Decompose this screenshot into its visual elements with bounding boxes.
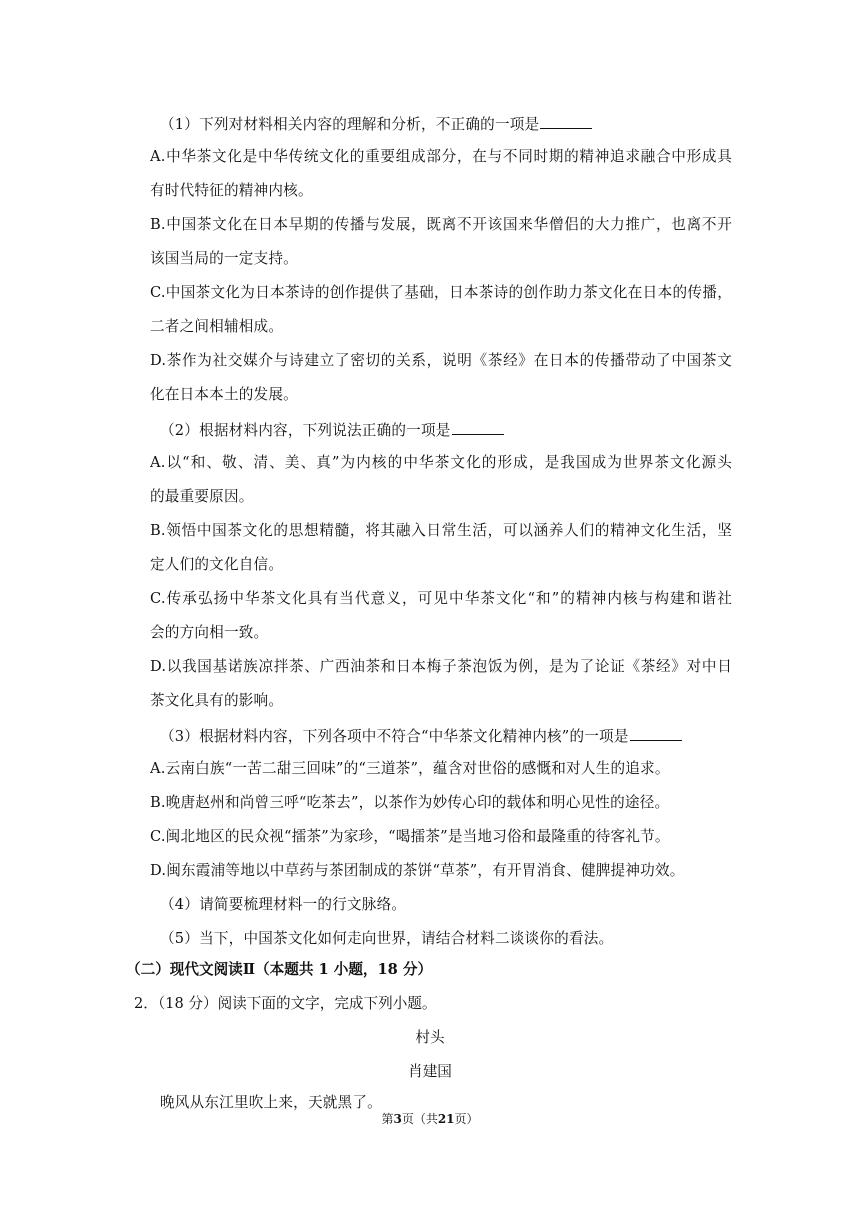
option-b: B.晚唐赵州和尚曾三呼“吃茶去”，以茶作为妙传心印的载体和明心见性的途径。 <box>150 794 670 811</box>
option-d: D.闽东霞浦等地以中草药与茶团制成的茶饼“草茶”，有开胃消食、健脾提神功效。 <box>150 862 685 879</box>
page-total: 21 <box>437 1112 455 1126</box>
option-a-line-2: 的最重要原因。 <box>150 488 254 505</box>
option-d-line-2: 茶文化具有的影响。 <box>150 692 284 709</box>
option-d-line-1: D.以我国基诺族凉拌茶、广西油茶和日本梅子茶泡饭为例，是为了论证《茶经》对中日 <box>150 658 732 675</box>
option-c: C.闽北地区的民众视“擂茶”为家珍，“喝擂茶”是当地习俗和最隆重的待客礼节。 <box>150 828 670 845</box>
option-c-line-1: C.传承弘扬中华茶文化具有当代意义，可见中华茶文化“和”的精神内核与构建和谐社 <box>150 590 732 607</box>
option-a-line-1: A.中华茶文化是中华传统文化的重要组成部分，在与不同时期的精神追求融合中形成具 <box>150 148 732 165</box>
option-a-line-1: A.以“和、敬、清、美、真”为内核的中华茶文化的形成，是我国成为世界茶文化源头 <box>150 454 732 471</box>
question-5: （5）当下，中国茶文化如何走向世界，请结合材料二谈谈你的看法。 <box>160 930 614 947</box>
footer-middle: 页（共 <box>401 1112 438 1126</box>
answer-blank <box>452 419 504 435</box>
story-author: 肖建国 <box>408 1063 452 1080</box>
footer-prefix: 第 <box>381 1112 394 1126</box>
page-footer <box>0 1111 860 1127</box>
question-3-stem <box>160 725 742 747</box>
option-d-line-2: 化在日本本土的发展。 <box>150 386 298 403</box>
item-2-heading: 2．（18 分）阅读下面的文字，完成下列小题。 <box>134 995 437 1012</box>
option-b-line-1: B.领悟中国茶文化的思想精髓，将其融入日常生活，可以涵养人们的精神文化生活，坚 <box>150 522 732 539</box>
question-2-text: （2）根据材料内容，下列说法正确的一项是 <box>160 422 451 439</box>
option-b-line-1: B.中国茶文化在日本早期的传播与发展，既离不开该国来华僧侣的大力推广，也离不开 <box>150 216 732 233</box>
question-1-stem <box>160 113 742 135</box>
question-3-text: （3）根据材料内容，下列各项中不符合“中华茶文化精神内核”的一项是 <box>160 728 629 745</box>
story-first-line: 晚风从东江里吹上来，天就黑了。 <box>160 1094 382 1111</box>
option-a: A.云南白族“一苦二甜三回味”的“三道茶”，蕴含对世俗的感慨和对人生的追求。 <box>150 760 670 777</box>
section-heading: （二）现代文阅读Ⅱ（本题共 1 小题，18 分） <box>126 961 433 978</box>
answer-blank <box>630 725 682 741</box>
question-4: （4）请简要梳理材料一的行文脉络。 <box>160 896 407 913</box>
option-c-line-2: 会的方向相一致。 <box>150 624 269 641</box>
answer-blank <box>540 113 592 129</box>
question-2-stem <box>160 419 742 441</box>
question-1-text: （1）下列对材料相关内容的理解和分析，不正确的一项是 <box>160 116 540 133</box>
story-title: 村头 <box>415 1029 445 1046</box>
option-b-line-2: 定人们的文化自信。 <box>150 556 284 573</box>
option-b-line-2: 该国当局的一定支持。 <box>150 250 298 267</box>
page-number: 3 <box>393 1112 402 1126</box>
option-c-line-1: C.中国茶文化为日本茶诗的创作提供了基础，日本茶诗的创作助力茶文化在日本的传播， <box>150 284 732 301</box>
option-c-line-2: 二者之间相辅相成。 <box>150 318 284 335</box>
option-d-line-1: D.茶作为社交媒介与诗建立了密切的关系，说明《茶经》在日本的传播带动了中国茶文 <box>150 352 732 369</box>
option-a-line-2: 有时代特征的精神内核。 <box>150 182 313 199</box>
footer-suffix: 页） <box>454 1112 479 1126</box>
